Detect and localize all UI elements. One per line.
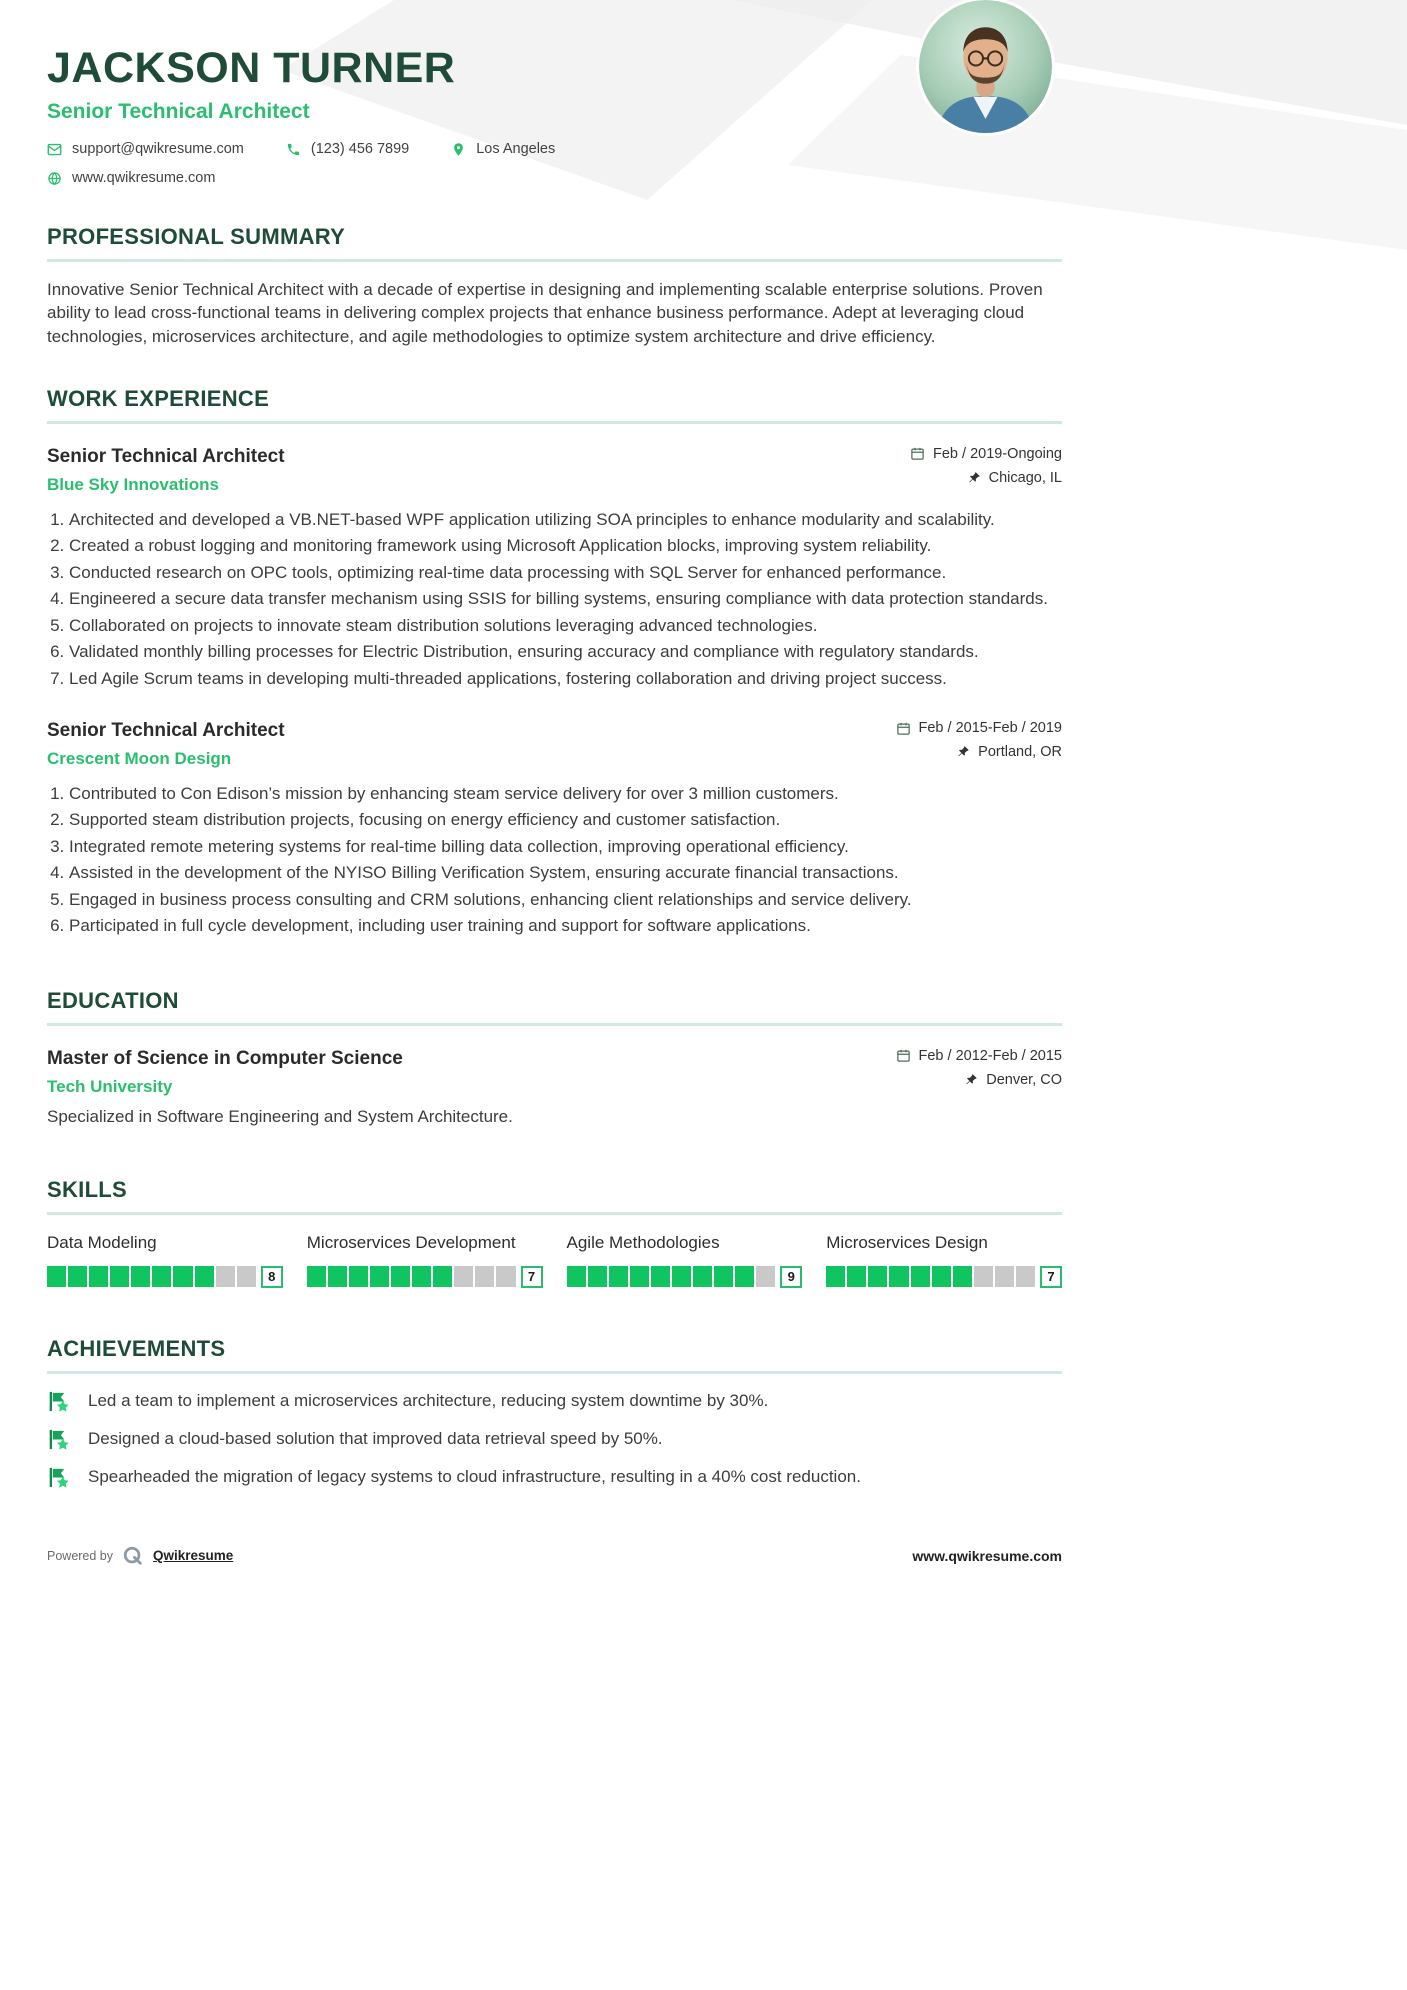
summary-heading: PROFESSIONAL SUMMARY [47,224,1062,262]
globe-icon [47,171,62,186]
skill-segment [756,1266,775,1287]
skill-name: Microservices Design [826,1232,988,1252]
skill-name: Microservices Development [306,1232,516,1252]
achievement-item [47,1428,1062,1451]
job-bullets [47,509,1062,690]
skill-segment [68,1266,87,1287]
skill-segment [868,1266,887,1287]
section-education [47,988,1062,1127]
education-location: Denver, CO [896,1072,1063,1088]
pushpin-icon [964,1073,978,1087]
bullet-item: 2. Supported steam distribution projects, focusing on energy efficiency and customer satisfaction. [69,809,1062,831]
calendar-icon [910,446,925,461]
skill-level-badge: 7 [1040,1266,1062,1288]
skill-segment [567,1266,586,1287]
skill-segment [307,1266,326,1287]
location-item [451,141,555,157]
contact-row [47,141,1062,157]
job-entry [47,720,1062,938]
skill-segment [932,1266,951,1287]
bullet-item: 2. Created a robust logging and monitoring framework using Microsoft Application blocks, improving system reliability. [69,535,1062,557]
calendar-icon [896,1048,911,1063]
qwikresume-logo-icon [122,1545,144,1567]
skill-segment [672,1266,691,1287]
skill-segment [995,1266,1014,1287]
skill-track [47,1266,256,1287]
education-entry [47,1048,1062,1127]
award-icon [47,1428,70,1451]
section-work-experience [47,386,1062,938]
job-dates: Feb / 2019-Ongoing [910,446,1062,462]
skill-segment [152,1266,171,1287]
skill-segment [826,1266,845,1287]
email-text: support@qwikresume.com [72,141,244,158]
skill-segment [433,1266,452,1287]
skill-segment [173,1266,192,1287]
email-icon [47,142,62,157]
skill-bar [567,1266,803,1288]
skill-bar [47,1266,283,1288]
qwikresume-link[interactable]: Qwikresume [153,1548,234,1564]
skill-segment [475,1266,494,1287]
powered-by-label: Powered by [47,1548,114,1563]
job-location: Portland, OR [896,744,1063,760]
bullet-item: 7. Led Agile Scrum teams in developing multi-threaded applications, fostering collaboration and driving project success. [69,668,1062,690]
skill-segment [195,1266,214,1287]
bullet-item: 3. Integrated remote metering systems for real-time billing data collection, improving operational efficiency. [69,836,1062,858]
bullet-item: 5. Engaged in business process consulting and CRM solutions, enhancing client relationships and service delivery. [69,889,1062,911]
phone-link[interactable] [286,141,409,157]
phone-icon [286,142,301,157]
skill-track [567,1266,776,1287]
skill-segment [237,1266,256,1287]
phone-text: (123) 456 7899 [310,141,410,158]
skill-segment [370,1266,389,1287]
skill-segment [735,1266,754,1287]
skill-name: Agile Methodologies [566,1232,720,1252]
pushpin-icon [956,745,970,759]
person-name: JACKSON TURNER [47,44,456,92]
degree-title: Master of Science in Computer Science [47,1047,403,1069]
bullet-item: 5. Collaborated on projects to innovate steam distribution solutions leveraging advanced technologies. [69,615,1062,637]
section-skills [47,1177,1062,1288]
achievement-item [47,1466,1062,1489]
achievement-text: Led a team to implement a microservices architecture, reducing system downtime by 30%. [88,1391,769,1411]
education-dates: Feb / 2012-Feb / 2015 [896,1048,1063,1064]
page-footer [47,1545,1062,1567]
profile-photo [919,0,1052,133]
summary-text: Innovative Senior Technical Architect with a decade of expertise in designing and implementing scalable enterprise solutions. Proven ability to lead cross-functional teams in delivering complex projects that enhance business performance. Adept at leveraging cloud technologies, microservices architecture, and agile methodologies to optimize system architecture and drive efficiency. [47,280,1043,346]
skill-segment [89,1266,108,1287]
skill-segment [496,1266,515,1287]
section-achievements [47,1336,1062,1489]
bullet-item: 4. Engineered a secure data transfer mechanism using SSIS for billing systems, ensuring compliance with data protection standards. [69,588,1062,610]
powered-by [47,1545,233,1567]
person-title: Senior Technical Architect [47,100,310,124]
location-text: Los Angeles [476,141,556,158]
skill-segment [349,1266,368,1287]
company-name: Crescent Moon Design [47,749,232,769]
skill-segment [974,1266,993,1287]
skill-segment [847,1266,866,1287]
skill-level-badge: 9 [780,1266,802,1288]
contact-row [47,170,1062,186]
skill-segment [328,1266,347,1287]
skill-segment [454,1266,473,1287]
skill-segment [47,1266,66,1287]
skill-name: Data Modeling [47,1232,157,1252]
company-name: Blue Sky Innovations [47,474,219,494]
skill-segment [588,1266,607,1287]
job-title: Senior Technical Architect [47,445,285,467]
skill-bar [307,1266,543,1288]
skill-segment [609,1266,628,1287]
calendar-icon [896,721,911,736]
job-title: Senior Technical Architect [47,720,285,742]
skill-segment [693,1266,712,1287]
job-bullets [47,783,1062,938]
achievements-heading: ACHIEVEMENTS [47,1336,1062,1374]
email-link[interactable] [47,141,244,157]
job-entry [47,446,1062,690]
skill-track [307,1266,516,1287]
job-location: Chicago, IL [910,470,1062,486]
website-link[interactable] [47,170,215,186]
section-professional-summary [47,224,1062,348]
skill-segment [714,1266,733,1287]
skills-grid [47,1233,1062,1288]
bullet-item: 4. Assisted in the development of the NYISO Billing Verification System, ensuring accurate financial transactions. [69,862,1062,884]
skill-level-badge: 7 [521,1266,543,1288]
skill-item [567,1233,803,1288]
location-pin-icon [451,142,466,157]
job-dates: Feb / 2015-Feb / 2019 [896,720,1063,736]
skill-item [307,1233,543,1288]
skill-segment [412,1266,431,1287]
skill-segment [1016,1266,1035,1287]
skills-heading: SKILLS [47,1177,1062,1215]
footer-website: www.qwikresume.com [912,1547,1062,1564]
achievement-text: Designed a cloud-based solution that improved data retrieval speed by 50%. [88,1429,663,1449]
skill-segment [630,1266,649,1287]
school-name: Tech University [47,1076,173,1096]
skill-item [826,1233,1062,1288]
skill-segment [391,1266,410,1287]
education-heading: EDUCATION [47,988,1062,1026]
skill-bar [826,1266,1062,1288]
skill-segment [110,1266,129,1287]
achievement-text: Spearheaded the migration of legacy systems to cloud infrastructure, resulting in a 40% cost reduction. [88,1467,861,1487]
website-text: www.qwikresume.com [72,170,216,187]
education-detail: Specialized in Software Engineering and System Architecture. [47,1106,513,1126]
skill-item [47,1233,283,1288]
pushpin-icon [967,471,981,485]
resume-content [47,0,1062,1567]
bullet-item: 3. Conducted research on OPC tools, optimizing real-time data processing with SQL Server for enhanced performance. [69,562,1062,584]
skill-segment [651,1266,670,1287]
skill-segment [216,1266,235,1287]
bullet-item: 1. Contributed to Con Edison’s mission by enhancing steam service delivery for over 3 million customers. [69,783,1062,805]
award-icon [47,1390,70,1413]
experience-heading: WORK EXPERIENCE [47,386,1062,424]
skill-track [826,1266,1035,1287]
bullet-item: 6. Validated monthly billing processes for Electric Distribution, ensuring accuracy and compliance with regulatory standards. [69,641,1062,663]
achievement-item [47,1390,1062,1413]
bullet-item: 6. Participated in full cycle development, including user training and support for software applications. [69,915,1062,937]
resume-header [47,0,1062,186]
skill-segment [911,1266,930,1287]
skill-segment [131,1266,150,1287]
award-icon [47,1466,70,1489]
bullet-item: 1. Architected and developed a VB.NET-based WPF application utilizing SOA principles to enhance modularity and scalability. [69,509,1062,531]
skill-segment [953,1266,972,1287]
skill-segment [889,1266,908,1287]
skill-level-badge: 8 [261,1266,283,1288]
